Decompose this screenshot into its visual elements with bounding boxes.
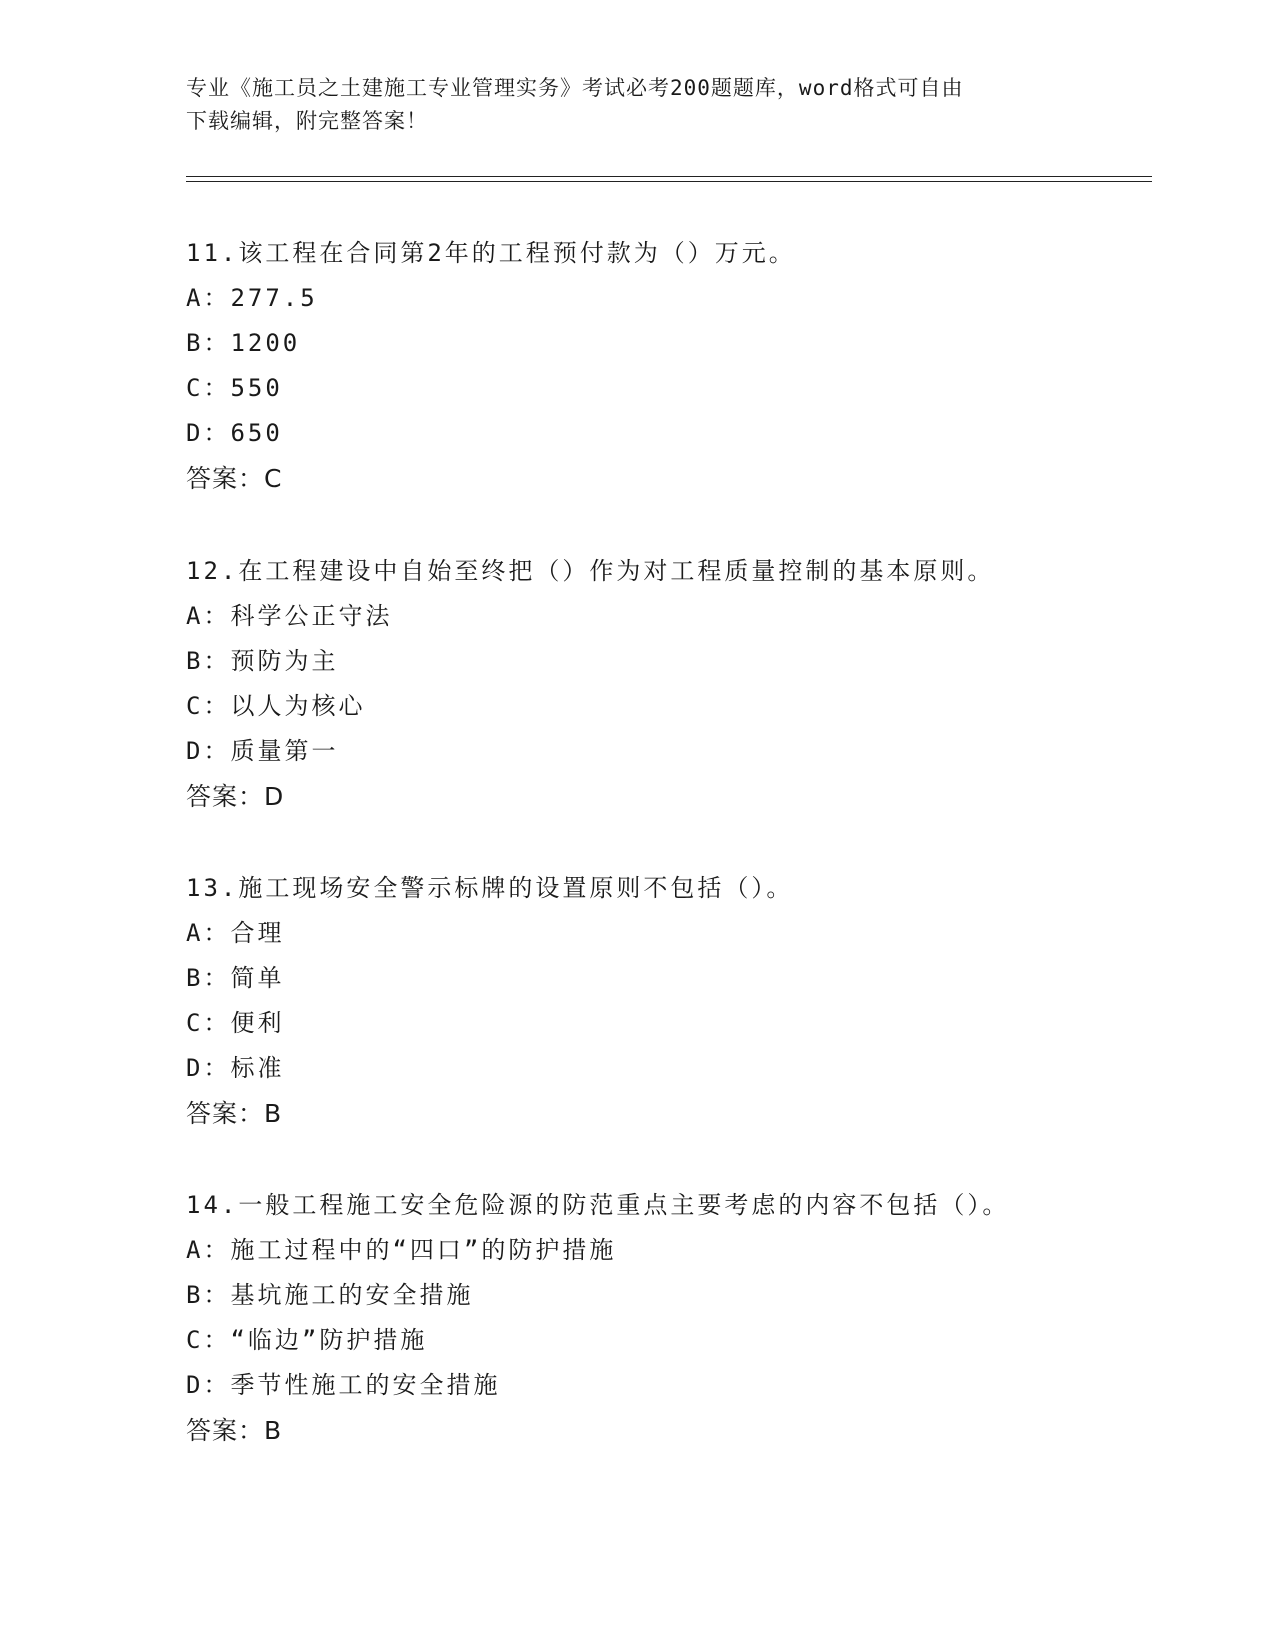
question-option-d: D：质量第一 — [186, 737, 339, 765]
question-block — [186, 1183, 1146, 1453]
question-option-b: B：1200 — [186, 329, 301, 357]
question-option-c: C：“临边”防护措施 — [186, 1326, 428, 1354]
question-answer: 答案：B — [186, 1099, 283, 1128]
question-block — [186, 549, 1146, 819]
question-block — [186, 866, 1146, 1136]
question-option-d: D：650 — [186, 419, 283, 447]
question-option-b: B：基坑施工的安全措施 — [186, 1281, 474, 1309]
question-option-c: C：以人为核心 — [186, 692, 366, 720]
question-option-d: D：标准 — [186, 1054, 285, 1082]
question-stem: 12.在工程建设中自始至终把（）作为对工程质量控制的基本原则。 — [186, 557, 995, 585]
question-option-c: C：便利 — [186, 1009, 285, 1037]
header-line-1: 专业《施工员之土建施工专业管理实务》考试必考200题题库，word格式可自由 — [186, 76, 964, 100]
question-answer: 答案：C — [186, 464, 283, 493]
question-option-a: A：277.5 — [186, 284, 318, 312]
question-answer: 答案：D — [186, 782, 285, 811]
question-option-b: B：预防为主 — [186, 647, 339, 675]
question-stem: 11.该工程在合同第2年的工程预付款为（）万元。 — [186, 239, 796, 267]
question-option-a: A：施工过程中的“四口”的防护措施 — [186, 1236, 617, 1264]
question-option-b: B：简单 — [186, 964, 285, 992]
question-option-a: A：合理 — [186, 919, 285, 947]
header-divider-top — [186, 176, 1152, 177]
question-stem: 14.一般工程施工安全危险源的防范重点主要考虑的内容不包括（）。 — [186, 1191, 1010, 1219]
question-stem: 13.施工现场安全警示标牌的设置原则不包括（）。 — [186, 874, 794, 902]
question-option-a: A：科学公正守法 — [186, 602, 393, 630]
header-divider-bottom — [186, 181, 1152, 182]
document-header — [186, 72, 1066, 138]
question-option-d: D：季节性施工的安全措施 — [186, 1371, 501, 1399]
question-answer: 答案：B — [186, 1416, 283, 1445]
question-block — [186, 231, 1146, 501]
header-line-2: 下载编辑，附完整答案！ — [186, 109, 428, 133]
question-option-c: C：550 — [186, 374, 283, 402]
